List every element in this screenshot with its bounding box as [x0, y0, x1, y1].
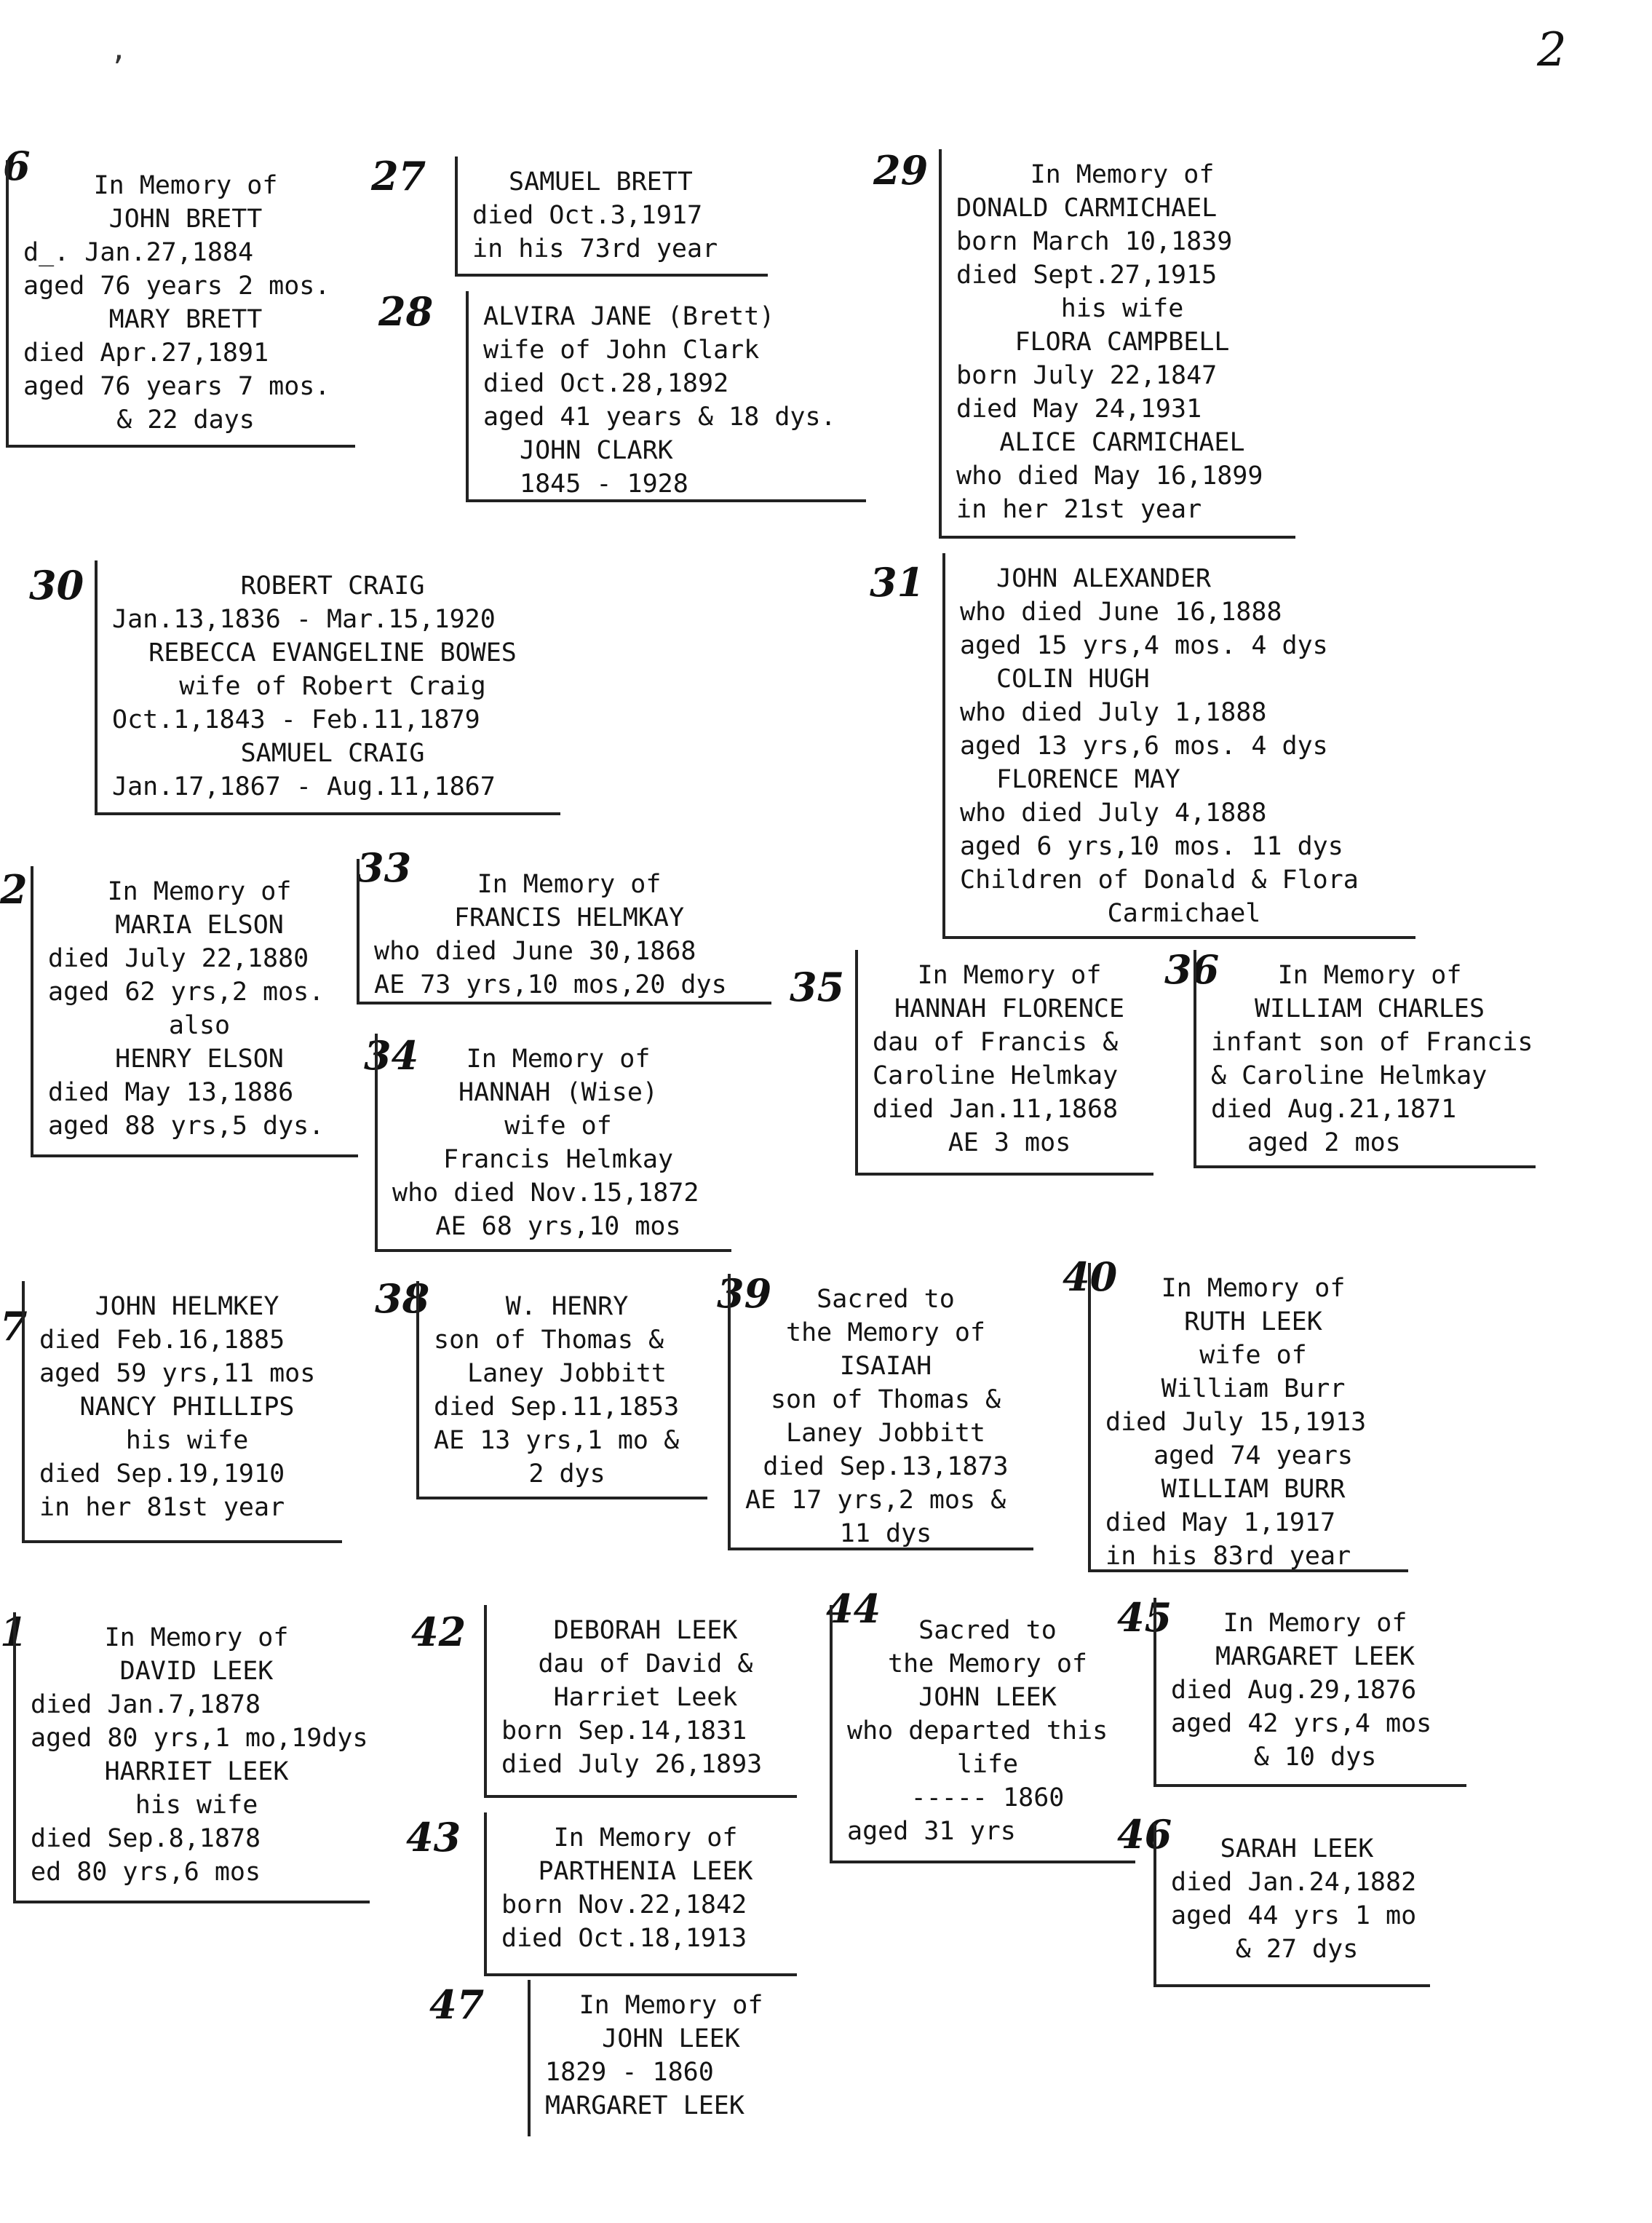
entry-line: died Sep.8,1878 [31, 1824, 261, 1853]
entry-line: who departed this [847, 1716, 1108, 1745]
entry-number: 29 [873, 147, 929, 194]
entry-line: aged 80 yrs,1 mo,19dys [31, 1724, 368, 1753]
entry-line: died Jan.7,1878 [31, 1690, 261, 1719]
entry-number: 31 [870, 559, 925, 606]
entry-line: HANNAH FLORENCE [894, 994, 1125, 1023]
entry-line: who died June 16,1888 [960, 598, 1282, 627]
entry-line: RUTH LEEK [1184, 1307, 1322, 1336]
entry-line: aged 6 yrs,10 mos. 11 dys [960, 832, 1343, 861]
entry-number: 27 [371, 153, 426, 199]
entry-line: the Memory of [888, 1649, 1087, 1679]
entry-line: aged 2 mos [1247, 1128, 1401, 1157]
entry-card [416, 1281, 707, 1499]
entry-line: DONALD CARMICHAEL [956, 194, 1218, 223]
entry-line: AE 3 mos [948, 1128, 1071, 1157]
entry-number: 40 [1063, 1253, 1118, 1300]
entry-line: Harriet Leek [553, 1683, 738, 1712]
entry-line: dau of David & [538, 1649, 753, 1679]
entry-line: REBECCA EVANGELINE BOWES [148, 638, 517, 667]
entry-card [830, 1605, 1135, 1863]
stray-mark: ʼ [109, 51, 127, 84]
entry-line: HANNAH (Wise) [458, 1078, 658, 1107]
entry-line: died May 13,1886 [48, 1078, 294, 1107]
entry-line: died May 1,1917 [1105, 1508, 1336, 1537]
entry-line: SARAH LEEK [1220, 1834, 1374, 1863]
entry-line: ----- 1860 [910, 1783, 1065, 1812]
entry-line: COLIN HUGH [996, 665, 1150, 694]
entry-line: 11 dys [839, 1519, 932, 1548]
entry-line: life [956, 1750, 1019, 1779]
entry-line: MARY BRETT [108, 305, 263, 334]
entry-line: aged 76 years 7 mos. [23, 372, 330, 401]
entry-line: NANCY PHILLIPS [79, 1392, 295, 1422]
entry-line: died Oct.18,1913 [501, 1924, 747, 1953]
entry-line: MARGARET LEEK [545, 2091, 744, 2120]
entry-card [455, 156, 768, 277]
entry-line: also [168, 1011, 231, 1040]
entry-line: JOHN CLARK [520, 436, 673, 465]
entry-line: In Memory of [1277, 961, 1462, 990]
entry-line: Children of Donald & Flora [960, 865, 1359, 895]
entry-line: his wife [135, 1791, 258, 1820]
entry-line: aged 59 yrs,11 mos [39, 1359, 316, 1388]
entry-line: wife of [504, 1112, 612, 1141]
entry-line: FLORENCE MAY [996, 765, 1180, 794]
entry-line: who died July 1,1888 [960, 698, 1267, 727]
entry-line: the Memory of [786, 1318, 985, 1347]
entry-card [466, 291, 866, 502]
entry-card [528, 1980, 804, 2136]
entry-line: In Memory of [1223, 1609, 1407, 1638]
entry-line: AE 73 yrs,10 mos,20 dys [374, 970, 727, 999]
entry-number: 6 [3, 143, 31, 189]
entry-line: born March 10,1839 [956, 227, 1233, 256]
entry-line: Sacred to [817, 1285, 955, 1314]
entry-number: 42 [411, 1609, 466, 1655]
entry-line: Francis Helmkay [442, 1145, 674, 1174]
entry-line: who died June 30,1868 [374, 937, 696, 966]
entry-line: died Jan.11,1868 [873, 1095, 1119, 1124]
entry-number: 38 [375, 1275, 430, 1322]
entry-card [357, 859, 771, 1004]
entry-line: died July 26,1893 [501, 1750, 763, 1779]
entry-line: SAMUEL CRAIG [240, 739, 425, 768]
entry-number: 35 [790, 964, 845, 1010]
entry-line: ALICE CARMICHAEL [999, 428, 1245, 457]
entry-line: born Nov.22,1842 [501, 1890, 747, 1919]
entry-line: Laney Jobbitt [786, 1419, 985, 1448]
entry-line: aged 13 yrs,6 mos. 4 dys [960, 732, 1328, 761]
entry-card [939, 149, 1295, 539]
entry-line: In Memory of [579, 1991, 763, 2020]
entry-line: aged 41 years & 18 dys. [483, 403, 836, 432]
entry-line: wife of [1199, 1341, 1307, 1370]
entry-line: In Memory of [466, 1045, 651, 1074]
entry-line: JOHN LEEK [918, 1683, 1057, 1712]
entry-line: JOHN ALEXANDER [996, 564, 1212, 593]
entry-card [484, 1812, 797, 1976]
entry-number: 47 [429, 1981, 485, 2028]
entry-card [942, 553, 1415, 939]
entry-line: in her 21st year [956, 495, 1202, 524]
entry-number: 36 [1164, 946, 1220, 993]
entry-line: FLORA CAMPBELL [1014, 328, 1230, 357]
entry-line: aged 62 yrs,2 mos. [48, 978, 325, 1007]
entry-number: 7 [0, 1303, 28, 1350]
entry-line: In Memory of [1161, 1274, 1346, 1303]
entry-line: In Memory of [1030, 160, 1215, 189]
entry-line: aged 44 yrs 1 mo [1171, 1901, 1417, 1930]
entry-card [1194, 950, 1536, 1168]
entry-line: who died Nov.15,1872 [392, 1178, 699, 1208]
entry-line: WILLIAM BURR [1161, 1475, 1346, 1504]
entry-line: In Memory of [553, 1823, 738, 1852]
entry-line: died May 24,1931 [956, 395, 1202, 424]
entry-line: MARGARET LEEK [1215, 1642, 1415, 1671]
entry-line: ROBERT CRAIG [240, 571, 425, 601]
entry-line: died July 15,1913 [1105, 1408, 1367, 1437]
entry-line: Oct.1,1843 - Feb.11,1879 [112, 705, 480, 734]
entry-line: & Caroline Helmkay [1211, 1061, 1488, 1090]
entry-line: In Memory of [104, 1623, 289, 1652]
entry-line: FRANCIS HELMKAY [453, 903, 685, 932]
entry-line: MARIA ELSON [115, 911, 284, 940]
entry-line: DAVID LEEK [119, 1657, 274, 1686]
entry-line: dau of Francis & [873, 1028, 1119, 1057]
entry-number: 34 [364, 1032, 419, 1079]
entry-line: born Sep.14,1831 [501, 1716, 747, 1745]
entry-line: in his 83rd year [1105, 1542, 1351, 1571]
entry-line: died Feb.16,1885 [39, 1326, 285, 1355]
entry-line: 1845 - 1928 [520, 469, 688, 499]
entry-number: 1 [0, 1609, 28, 1655]
entry-line: JOHN HELMKEY [95, 1292, 279, 1321]
entry-card [1153, 1823, 1430, 1987]
entry-line: Jan.13,1836 - Mar.15,1920 [112, 605, 496, 634]
entry-number: 43 [406, 1814, 461, 1861]
entry-number: 46 [1117, 1811, 1172, 1858]
entry-line: William Burr [1161, 1374, 1346, 1403]
entry-line: died Sep.13,1873 [763, 1452, 1009, 1481]
entry-line: 1829 - 1860 [545, 2058, 714, 2087]
entry-line: who died May 16,1899 [956, 461, 1263, 491]
entry-line: died Sept.27,1915 [956, 261, 1218, 290]
entry-number: 30 [29, 562, 84, 609]
entry-card [95, 560, 560, 815]
entry-card [484, 1605, 797, 1798]
entry-line: who died July 4,1888 [960, 799, 1267, 828]
entry-number: 2 [0, 866, 28, 913]
entry-line: died Oct.3,1917 [472, 201, 703, 230]
entry-line: In Memory of [917, 961, 1102, 990]
entry-line: Jan.17,1867 - Aug.11,1867 [112, 772, 496, 801]
entry-line: HARRIET LEEK [104, 1757, 289, 1786]
entry-number: 45 [1117, 1594, 1172, 1641]
entry-line: aged 31 yrs [847, 1817, 1016, 1846]
entry-line: born July 22,1847 [956, 361, 1218, 390]
entry-line: & 10 dys [1253, 1743, 1377, 1772]
entry-card [22, 1281, 342, 1543]
entry-line: in his 73rd year [472, 234, 718, 263]
entry-line: ed 80 yrs,6 mos [31, 1858, 261, 1887]
entry-line: aged 88 yrs,5 dys. [48, 1112, 325, 1141]
entry-card [6, 160, 355, 448]
entry-line: died Aug.21,1871 [1211, 1095, 1457, 1124]
entry-line: his wife [1060, 294, 1184, 323]
entry-card [13, 1612, 370, 1903]
entry-line: Caroline Helmkay [873, 1061, 1119, 1090]
entry-number: 44 [826, 1585, 881, 1632]
entry-line: In Memory of [93, 171, 278, 200]
entry-line: died Sep.11,1853 [434, 1392, 680, 1422]
entry-card [1153, 1598, 1466, 1787]
entry-line: infant son of Francis [1211, 1028, 1533, 1057]
entry-line: aged 76 years 2 mos. [23, 272, 330, 301]
entry-line: his wife [125, 1426, 249, 1455]
entry-line: wife of John Clark [483, 336, 760, 365]
entry-number: 28 [378, 288, 434, 335]
entry-line: AE 68 yrs,10 mos [435, 1212, 681, 1241]
entry-line: aged 74 years [1153, 1441, 1353, 1470]
entry-card [1088, 1263, 1408, 1572]
entry-line: In Memory of [107, 877, 292, 906]
entry-line: ISAIAH [839, 1352, 932, 1381]
entry-line: PARTHENIA LEEK [538, 1857, 753, 1886]
page-number: 2 [1537, 23, 1567, 77]
entry-line: died Apr.27,1891 [23, 338, 269, 368]
entry-line: Laney Jobbitt [467, 1359, 667, 1388]
entry-line: son of Thomas & [770, 1385, 1001, 1414]
entry-line: d_. Jan.27,1884 [23, 238, 254, 267]
entry-number: 33 [357, 844, 412, 891]
entry-line: WILLIAM CHARLES [1254, 994, 1485, 1023]
entry-card [31, 866, 358, 1157]
entry-card [855, 950, 1153, 1176]
entry-line: SAMUEL BRETT [509, 167, 693, 197]
entry-line: W. HENRY [505, 1292, 629, 1321]
entry-line: & 27 dys [1235, 1935, 1359, 1964]
entry-line: DEBORAH LEEK [553, 1616, 738, 1645]
entry-line: JOHN BRETT [108, 205, 263, 234]
entry-line: AE 13 yrs,1 mo & [434, 1426, 680, 1455]
entry-line: wife of Robert Craig [179, 672, 486, 701]
entry-card [375, 1034, 731, 1252]
entry-line: & 22 days [116, 405, 255, 435]
entry-line: HENRY ELSON [115, 1045, 284, 1074]
entry-line: Sacred to [918, 1616, 1057, 1645]
entry-line: AE 17 yrs,2 mos & [745, 1486, 1006, 1515]
entry-line: died Oct.28,1892 [483, 369, 729, 398]
entry-card [728, 1274, 1033, 1550]
entry-line: son of Thomas & [434, 1326, 664, 1355]
entry-line: ALVIRA JANE (Brett) [483, 302, 775, 331]
entry-line: died July 22,1880 [48, 944, 309, 973]
entry-line: aged 42 yrs,4 mos [1171, 1709, 1432, 1738]
entry-line: died Jan.24,1882 [1171, 1868, 1417, 1897]
entry-line: Carmichael [1107, 899, 1261, 928]
entry-line: died Aug.29,1876 [1171, 1676, 1417, 1705]
entry-line: in her 81st year [39, 1493, 285, 1522]
entry-line: aged 15 yrs,4 mos. 4 dys [960, 631, 1328, 660]
entry-line: JOHN LEEK [602, 2024, 740, 2053]
entry-line: 2 dys [528, 1459, 605, 1489]
entry-number: 39 [717, 1270, 772, 1317]
entry-line: died Sep.19,1910 [39, 1459, 285, 1489]
entry-line: In Memory of [477, 870, 662, 899]
